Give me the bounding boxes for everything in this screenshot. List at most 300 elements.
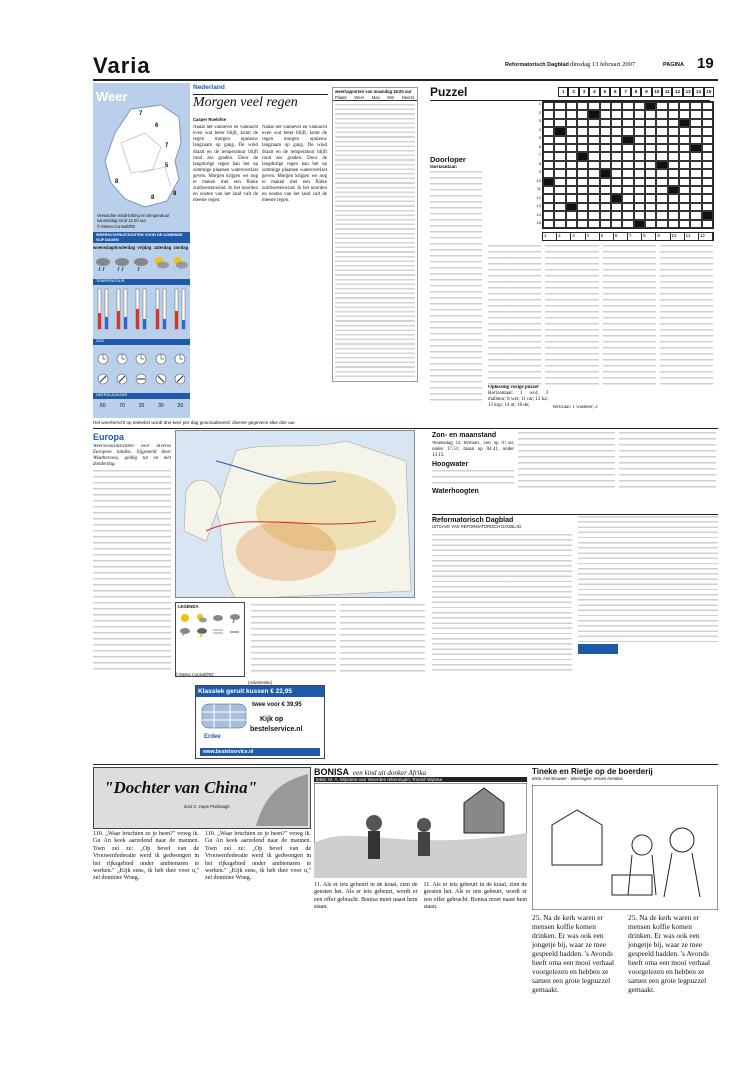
puzzle-cell[interactable] bbox=[656, 211, 667, 219]
puzzle-cell[interactable] bbox=[679, 211, 690, 219]
europe-text-cols bbox=[251, 604, 425, 674]
puzzle-column-number: 9 bbox=[642, 88, 650, 96]
puzzle-cell[interactable] bbox=[611, 220, 622, 228]
puzzle-cell[interactable] bbox=[600, 119, 611, 127]
section-title: Varia bbox=[93, 53, 151, 78]
puzzle-cell[interactable] bbox=[634, 127, 645, 135]
puzzle-cell[interactable] bbox=[600, 169, 611, 177]
puzzle-cell[interactable] bbox=[543, 152, 554, 160]
map-temp: 8 bbox=[115, 179, 119, 185]
solution-cell[interactable]: 7 bbox=[628, 233, 642, 240]
puzzle-cell[interactable] bbox=[622, 203, 633, 211]
sun-cloud-icon bbox=[196, 613, 208, 623]
puzzle-cell[interactable] bbox=[702, 203, 713, 211]
europe-legend bbox=[175, 602, 245, 677]
puzzle-cell[interactable] bbox=[611, 169, 622, 177]
issue-date: dinsdag 13 februari 2007 bbox=[570, 61, 636, 68]
puzzle-cell[interactable] bbox=[634, 186, 645, 194]
rain-values bbox=[93, 403, 190, 413]
comic-china bbox=[93, 767, 311, 829]
puzzle-cell[interactable] bbox=[554, 102, 565, 110]
puzzle-cell[interactable] bbox=[611, 127, 622, 135]
puzzle-cell[interactable] bbox=[668, 178, 679, 186]
puzzle-cell[interactable] bbox=[690, 220, 701, 228]
puzzle-cell[interactable] bbox=[577, 194, 588, 202]
puzzle-cell[interactable] bbox=[577, 161, 588, 169]
puzzle-cell[interactable] bbox=[690, 211, 701, 219]
puzzle-column-number: 3 bbox=[580, 88, 588, 96]
puzzle-cell[interactable] bbox=[702, 161, 713, 169]
puzzle-cell[interactable] bbox=[634, 110, 645, 118]
puzzle-cell[interactable] bbox=[656, 110, 667, 118]
puzzle-cell[interactable] bbox=[577, 178, 588, 186]
puzzle-cell[interactable] bbox=[668, 186, 679, 194]
puzzle-cell[interactable] bbox=[611, 194, 622, 202]
solution-cell[interactable]: 5 bbox=[600, 233, 614, 240]
puzzle-cell[interactable] bbox=[645, 152, 656, 160]
puzzle-cell[interactable] bbox=[634, 169, 645, 177]
puzzle-cell[interactable] bbox=[577, 144, 588, 152]
sun-cloud-icon bbox=[153, 255, 169, 273]
puzzle-cell[interactable] bbox=[600, 161, 611, 169]
puzzle-cell[interactable] bbox=[611, 161, 622, 169]
puzzle-cell[interactable] bbox=[588, 102, 599, 110]
puzzle-cell[interactable] bbox=[656, 136, 667, 144]
puzzle-cell[interactable] bbox=[656, 144, 667, 152]
solution-cell[interactable]: 12 bbox=[699, 233, 713, 240]
ad-url[interactable]: bestelservice.nl bbox=[250, 726, 303, 734]
china-title: "Dochter van China" bbox=[104, 778, 258, 797]
puzzle-cell[interactable] bbox=[702, 152, 713, 160]
puzzle-cell[interactable] bbox=[656, 186, 667, 194]
puzzle-cell[interactable] bbox=[702, 169, 713, 177]
puzzle-cell[interactable] bbox=[600, 186, 611, 194]
puzzle-cell[interactable] bbox=[690, 161, 701, 169]
wind-compass-icon bbox=[135, 373, 147, 385]
puzzle-cell[interactable] bbox=[690, 110, 701, 118]
puzzle-cell[interactable] bbox=[668, 152, 679, 160]
puzzle-cell[interactable] bbox=[600, 194, 611, 202]
puzzle-cell[interactable] bbox=[577, 220, 588, 228]
puzzle-cell[interactable] bbox=[668, 169, 679, 177]
puzzle-cell[interactable] bbox=[588, 110, 599, 118]
puzzle-cell[interactable] bbox=[554, 152, 565, 160]
puzzle-cell[interactable] bbox=[702, 144, 713, 152]
puzzle-cell[interactable] bbox=[554, 110, 565, 118]
puzzle-cell[interactable] bbox=[622, 127, 633, 135]
puzzle-cell[interactable] bbox=[702, 178, 713, 186]
puzzle-cell[interactable] bbox=[668, 119, 679, 127]
puzzle-cell[interactable] bbox=[656, 220, 667, 228]
puzzle-cell[interactable] bbox=[554, 169, 565, 177]
puzzle-cell[interactable] bbox=[588, 161, 599, 169]
clues-columns bbox=[488, 245, 713, 385]
solution-cell[interactable]: 8 bbox=[642, 233, 656, 240]
puzzle-cell[interactable] bbox=[577, 102, 588, 110]
puzzle-cell[interactable] bbox=[634, 119, 645, 127]
puzzle-cell[interactable] bbox=[634, 194, 645, 202]
puzzle-cell[interactable] bbox=[668, 203, 679, 211]
puzzle-cell[interactable] bbox=[656, 152, 667, 160]
puzzle-cell[interactable] bbox=[690, 119, 701, 127]
puzzle-cell[interactable] bbox=[668, 127, 679, 135]
puzzle-cell[interactable] bbox=[600, 110, 611, 118]
puzzle-cell[interactable] bbox=[634, 136, 645, 144]
sun-moon-text: Woensdag 14 februari, zon op 07.58, onder 17.51; maan op 04.41, onder 13.15. bbox=[432, 441, 514, 459]
puzzle-cell[interactable] bbox=[554, 186, 565, 194]
puzzle-cell[interactable] bbox=[656, 119, 667, 127]
puzzle-cell[interactable] bbox=[656, 178, 667, 186]
puzzle-row-number: 14 bbox=[536, 211, 541, 217]
puzzle-cell[interactable] bbox=[543, 127, 554, 135]
puzzle-cell[interactable] bbox=[645, 169, 656, 177]
puzzle-cell[interactable] bbox=[702, 194, 713, 202]
puzzle-cell[interactable] bbox=[645, 161, 656, 169]
weather-reports-table bbox=[332, 87, 418, 382]
puzzle-cell[interactable] bbox=[656, 161, 667, 169]
puzzle-cell[interactable] bbox=[702, 127, 713, 135]
map-temp: 8 bbox=[151, 195, 155, 201]
puzzle-cell[interactable] bbox=[566, 152, 577, 160]
puzzle-cell[interactable] bbox=[611, 203, 622, 211]
puzzle-cell[interactable] bbox=[543, 169, 554, 177]
puzzle-cell[interactable] bbox=[679, 144, 690, 152]
puzzle-cell[interactable] bbox=[588, 144, 599, 152]
puzzle-cell[interactable] bbox=[588, 194, 599, 202]
puzzle-row-number: 12 bbox=[536, 194, 541, 200]
puzzle-cell[interactable] bbox=[622, 194, 633, 202]
china-illustration bbox=[254, 770, 310, 828]
puzzle-cell[interactable] bbox=[690, 169, 701, 177]
puzzle-row-number: 15 bbox=[536, 220, 541, 226]
puzzle-cell[interactable] bbox=[645, 127, 656, 135]
puzzle-cell[interactable] bbox=[566, 136, 577, 144]
puzzle-cell[interactable] bbox=[600, 144, 611, 152]
puzzle-cell[interactable] bbox=[543, 136, 554, 144]
table-header: Neersl. bbox=[401, 95, 415, 101]
puzzle-cell[interactable] bbox=[588, 127, 599, 135]
puzzle-cell[interactable] bbox=[566, 102, 577, 110]
puzzle-cell[interactable] bbox=[554, 144, 565, 152]
puzzle-cell[interactable] bbox=[702, 186, 713, 194]
weather-title: Weer bbox=[96, 89, 128, 104]
puzzle-cell[interactable] bbox=[611, 102, 622, 110]
puzzle-row-number: 4 bbox=[538, 126, 541, 132]
puzzle-cell[interactable] bbox=[566, 220, 577, 228]
ad-url-bottom[interactable]: www.bestelservice.nl bbox=[200, 748, 320, 756]
puzzle-cell[interactable] bbox=[588, 186, 599, 194]
puzzle-cell[interactable] bbox=[645, 178, 656, 186]
puzzle-cell[interactable] bbox=[634, 220, 645, 228]
puzzle-cell[interactable] bbox=[543, 220, 554, 228]
wind-compass-icon bbox=[97, 373, 109, 385]
table-title: weerrapporten van maandag 18.00 uur bbox=[335, 89, 412, 94]
puzzle-cell[interactable] bbox=[588, 136, 599, 144]
puzzle-cell[interactable] bbox=[577, 119, 588, 127]
puzzle-cell[interactable] bbox=[600, 136, 611, 144]
puzzle-cell[interactable] bbox=[634, 161, 645, 169]
puzzle-cell[interactable] bbox=[600, 211, 611, 219]
bonisa-illustration bbox=[314, 783, 527, 878]
puzzle-cell[interactable] bbox=[690, 203, 701, 211]
puzzle-cell[interactable] bbox=[645, 220, 656, 228]
puzzle-cell[interactable] bbox=[645, 194, 656, 202]
puzzle-cell[interactable] bbox=[554, 161, 565, 169]
puzzle-cell[interactable] bbox=[679, 110, 690, 118]
puzzle-cell[interactable] bbox=[554, 211, 565, 219]
puzzle-cell[interactable] bbox=[543, 102, 554, 110]
puzzle-cell[interactable] bbox=[543, 110, 554, 118]
puzzle-cell[interactable] bbox=[702, 211, 713, 219]
puzzle-cell[interactable] bbox=[566, 110, 577, 118]
puzzle-cell[interactable] bbox=[656, 127, 667, 135]
puzzle-cell[interactable] bbox=[554, 127, 565, 135]
puzzle-cell[interactable] bbox=[679, 220, 690, 228]
puzzle-cell[interactable] bbox=[566, 161, 577, 169]
puzzle-cell[interactable] bbox=[611, 211, 622, 219]
solution-cell[interactable]: 11 bbox=[685, 233, 699, 240]
puzzle-cell[interactable] bbox=[634, 211, 645, 219]
rain-value: 60 bbox=[99, 403, 106, 409]
page-number: 19 bbox=[697, 55, 714, 72]
puzzle-cell[interactable] bbox=[622, 211, 633, 219]
puzzle-cell[interactable] bbox=[679, 178, 690, 186]
puzzle-cell[interactable] bbox=[566, 194, 577, 202]
puzzle-cell[interactable] bbox=[656, 194, 667, 202]
puzzle-cell[interactable] bbox=[611, 152, 622, 160]
puzzle-cell[interactable] bbox=[577, 127, 588, 135]
puzzle-cell[interactable] bbox=[588, 178, 599, 186]
puzzle-cell[interactable] bbox=[668, 102, 679, 110]
puzzle-cell[interactable] bbox=[702, 220, 713, 228]
puzzle-cell[interactable] bbox=[622, 152, 633, 160]
puzzle-column-number: 2 bbox=[569, 88, 577, 96]
puzzle-cell[interactable] bbox=[690, 194, 701, 202]
map-temp: 7 bbox=[165, 143, 169, 149]
puzzle-cell[interactable] bbox=[543, 203, 554, 211]
previous-solution bbox=[488, 385, 548, 425]
clues-horizontal-label: Horizontaal: bbox=[430, 165, 458, 170]
solution-cell[interactable]: 2 bbox=[557, 233, 571, 240]
puzzle-cell[interactable] bbox=[645, 102, 656, 110]
puzzle-cell[interactable] bbox=[554, 119, 565, 127]
puzzle-cell[interactable] bbox=[577, 110, 588, 118]
puzzle-cell[interactable] bbox=[679, 119, 690, 127]
solution-cell[interactable]: 1 bbox=[543, 233, 557, 240]
puzzle-cell[interactable] bbox=[566, 169, 577, 177]
puzzle-cell[interactable] bbox=[566, 178, 577, 186]
puzzle-cell[interactable] bbox=[622, 220, 633, 228]
puzzle-cell[interactable] bbox=[588, 211, 599, 219]
puzzle-cell[interactable] bbox=[577, 186, 588, 194]
puzzle-cell[interactable] bbox=[600, 127, 611, 135]
puzzle-cell[interactable] bbox=[543, 211, 554, 219]
puzzle-cell[interactable] bbox=[622, 136, 633, 144]
puzzle-cell[interactable] bbox=[600, 102, 611, 110]
puzzle-cell[interactable] bbox=[634, 152, 645, 160]
story-text: 25. Na de kerk waren er mensen koffie komen drinken. Er was ook een jongetje bij, waar ze mee gespeeld hadden. 's Avonds heeft oma een mooi verhaal voorgelezen en hebben ze samen een grote legpuzzel gemaakt. bbox=[532, 913, 615, 994]
puzzle-cell[interactable] bbox=[600, 220, 611, 228]
puzzle-cell[interactable] bbox=[679, 127, 690, 135]
puzzle-row-number: 6 bbox=[538, 143, 541, 149]
puzzle-cell[interactable] bbox=[668, 220, 679, 228]
puzzle-cell[interactable] bbox=[554, 220, 565, 228]
puzzle-cell[interactable] bbox=[543, 186, 554, 194]
day-label: zondag bbox=[173, 245, 189, 250]
puzzle-row-number: 7 bbox=[538, 152, 541, 158]
puzzle-cell[interactable] bbox=[668, 161, 679, 169]
puzzle-cell[interactable] bbox=[588, 203, 599, 211]
puzzle-row-numbers bbox=[534, 101, 542, 229]
puzzle-cell[interactable] bbox=[577, 152, 588, 160]
puzzle-cell[interactable] bbox=[690, 144, 701, 152]
puzzle-cell[interactable] bbox=[656, 169, 667, 177]
puzzle-cell[interactable] bbox=[645, 110, 656, 118]
puzzle-cell[interactable] bbox=[588, 152, 599, 160]
puzzle-cell[interactable] bbox=[622, 169, 633, 177]
puzzle-cell[interactable] bbox=[566, 127, 577, 135]
puzzle-cell[interactable] bbox=[543, 194, 554, 202]
europe-section bbox=[93, 432, 428, 677]
puzzle-cell[interactable] bbox=[566, 203, 577, 211]
puzzle-row-number: 10 bbox=[536, 177, 541, 183]
puzzle-cell[interactable] bbox=[622, 119, 633, 127]
puzzle-cell[interactable] bbox=[566, 211, 577, 219]
solution-cell[interactable]: 10 bbox=[671, 233, 685, 240]
puzzle-cell[interactable] bbox=[679, 203, 690, 211]
puzzle-cell[interactable] bbox=[668, 136, 679, 144]
puzzle-cell[interactable] bbox=[690, 102, 701, 110]
puzzle-cell[interactable] bbox=[577, 211, 588, 219]
puzzle-cell[interactable] bbox=[588, 119, 599, 127]
puzzle-cell[interactable] bbox=[634, 203, 645, 211]
puzzle-cell[interactable] bbox=[622, 144, 633, 152]
puzzle-cell[interactable] bbox=[566, 144, 577, 152]
puzzle-cell[interactable] bbox=[679, 102, 690, 110]
puzzle-column-number: 5 bbox=[601, 88, 609, 96]
puzzle-cell[interactable] bbox=[543, 178, 554, 186]
story-text: 110. „Waar bruchten ze je heen?" vroeg ik. Gu An keek aarzelend naar de mannen. Toen zei ze: „Op bevel van de Vrouwenfederatie werd ik gedwongen in het rijksgebied onder ambtenaren te werken." „Kijk eens, ik heb thee voor u," zei dominee Wong. bbox=[93, 831, 199, 882]
page-label: PAGINA bbox=[663, 62, 684, 68]
puzzle-cell[interactable] bbox=[600, 152, 611, 160]
puzzle-cell[interactable] bbox=[622, 110, 633, 118]
puzzle-cell[interactable] bbox=[554, 194, 565, 202]
puzzle-cell[interactable] bbox=[588, 220, 599, 228]
puzzle-cell[interactable] bbox=[622, 186, 633, 194]
puzzle-cell[interactable] bbox=[622, 161, 633, 169]
puzzle-cell[interactable] bbox=[679, 194, 690, 202]
puzzle-cell[interactable] bbox=[622, 178, 633, 186]
puzzle-cell[interactable] bbox=[566, 119, 577, 127]
puzzle-cell[interactable] bbox=[679, 152, 690, 160]
colophon bbox=[432, 514, 718, 674]
puzzle-cell[interactable] bbox=[690, 127, 701, 135]
svg-text:*: * bbox=[182, 633, 184, 638]
wind-compass-icon bbox=[116, 373, 128, 385]
puzzle-cell[interactable] bbox=[679, 136, 690, 144]
puzzle-cell[interactable] bbox=[656, 203, 667, 211]
thermometer-icon bbox=[95, 287, 111, 335]
puzzle-cell[interactable] bbox=[690, 186, 701, 194]
puzzle-cell[interactable] bbox=[645, 144, 656, 152]
puzzle-section bbox=[430, 85, 720, 415]
puzzle-cell[interactable] bbox=[611, 110, 622, 118]
puzzle-column-number: 6 bbox=[611, 88, 619, 96]
puzzle-cell[interactable] bbox=[554, 178, 565, 186]
puzzle-cell[interactable] bbox=[690, 136, 701, 144]
solution-cell[interactable]: 4 bbox=[586, 233, 600, 240]
puzzle-cell[interactable] bbox=[554, 136, 565, 144]
story-china bbox=[93, 831, 311, 1056]
solution-cell[interactable]: 6 bbox=[614, 233, 628, 240]
puzzle-cell[interactable] bbox=[611, 178, 622, 186]
puzzle-column-number: 12 bbox=[675, 89, 681, 94]
puzzle-cell[interactable] bbox=[668, 194, 679, 202]
puzzle-cell[interactable] bbox=[577, 136, 588, 144]
puzzle-row-number: 11 bbox=[536, 186, 541, 192]
puzzle-cell[interactable] bbox=[566, 186, 577, 194]
ad-line2: twee voor € 39,95 bbox=[252, 702, 302, 709]
puzzle-cell[interactable] bbox=[702, 102, 713, 110]
puzzle-cell[interactable] bbox=[634, 144, 645, 152]
puzzle-cell[interactable] bbox=[679, 161, 690, 169]
puzzle-cell[interactable] bbox=[645, 211, 656, 219]
puzzle-cell[interactable] bbox=[645, 119, 656, 127]
puzzle-cell[interactable] bbox=[611, 144, 622, 152]
puzzle-row-number: 13 bbox=[536, 203, 541, 209]
puzzle-cell[interactable] bbox=[577, 169, 588, 177]
puzzle-cell[interactable] bbox=[690, 152, 701, 160]
puzzle-cell[interactable] bbox=[634, 178, 645, 186]
puzzle-cell[interactable] bbox=[679, 169, 690, 177]
puzzle-cell[interactable] bbox=[668, 110, 679, 118]
puzzle-cell[interactable] bbox=[554, 203, 565, 211]
puzzle-cell[interactable] bbox=[679, 186, 690, 194]
puzzle-cell[interactable] bbox=[622, 102, 633, 110]
puzzle-cell[interactable] bbox=[645, 203, 656, 211]
article-kicker: Nederland bbox=[193, 84, 225, 91]
puzzle-cell[interactable] bbox=[588, 169, 599, 177]
puzzle-cell[interactable] bbox=[702, 110, 713, 118]
legend-title: LEGENDA bbox=[178, 604, 199, 609]
solution-cell[interactable]: 3 bbox=[571, 233, 585, 240]
solution-cell[interactable]: 9 bbox=[656, 233, 670, 240]
puzzle-cell[interactable] bbox=[668, 211, 679, 219]
puzzle-cell[interactable] bbox=[600, 203, 611, 211]
puzzle-cell[interactable] bbox=[577, 203, 588, 211]
puzzle-cell[interactable] bbox=[600, 178, 611, 186]
puzzle-cell[interactable] bbox=[611, 136, 622, 144]
puzzle-cell[interactable] bbox=[656, 102, 667, 110]
puzzle-cell[interactable] bbox=[645, 136, 656, 144]
puzzle-cell[interactable] bbox=[543, 161, 554, 169]
puzzle-cell[interactable] bbox=[690, 178, 701, 186]
puzzle-cell[interactable] bbox=[702, 119, 713, 127]
puzzle-cell[interactable] bbox=[543, 119, 554, 127]
puzzle-cell[interactable] bbox=[634, 102, 645, 110]
tineke-title: Tineke en Rietje op de boerderij bbox=[532, 767, 653, 776]
puzzle-cell[interactable] bbox=[611, 119, 622, 127]
clues-horizontal bbox=[430, 165, 482, 405]
puzzle-cell[interactable] bbox=[645, 186, 656, 194]
puzzle-cell[interactable] bbox=[611, 186, 622, 194]
thermometer-icon bbox=[153, 287, 169, 335]
puzzle-column-number: 10 bbox=[654, 89, 660, 94]
puzzle-cell[interactable] bbox=[543, 144, 554, 152]
europe-title: Europa bbox=[93, 432, 125, 442]
puzzle-cell[interactable] bbox=[702, 136, 713, 144]
puzzle-cell[interactable] bbox=[668, 144, 679, 152]
